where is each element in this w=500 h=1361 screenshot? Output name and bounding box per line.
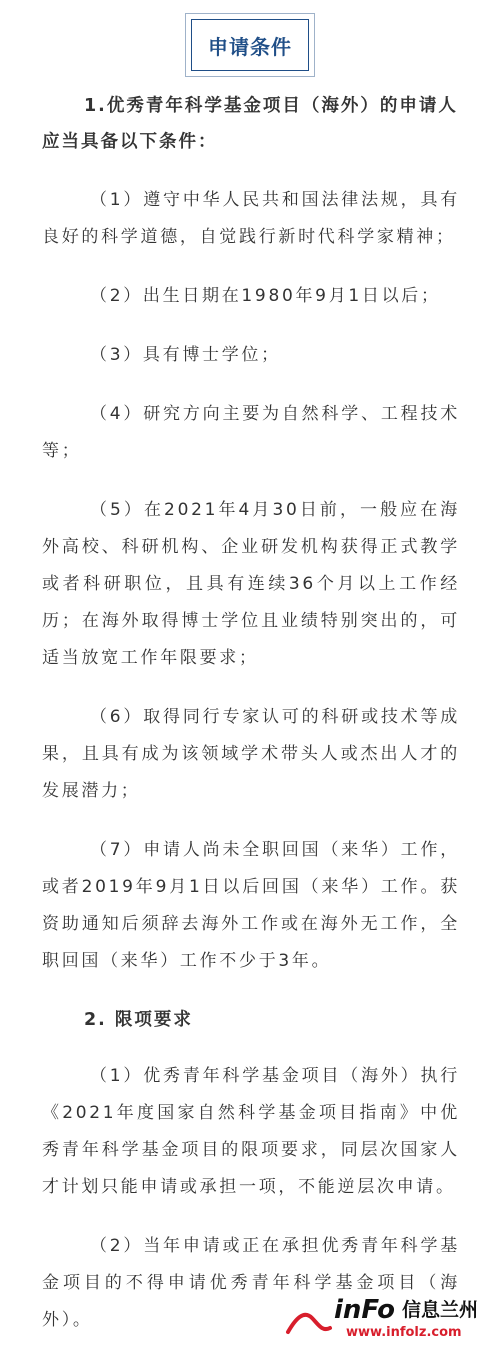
conditions-heading: 1.优秀青年科学基金项目（海外）的申请人应当具备以下条件： <box>42 96 458 152</box>
condition-item: （6）取得同行专家认可的科研或技术等成果，且具有成为该领域学术带头人或杰出人才的发展潜力； <box>42 707 460 801</box>
limit-item: （1）优秀青年科学基金项目（海外）执行《2021年度国家自然科学基金项目指南》中优秀青年科学基金项目的限项要求，同层次国家人才计划只能申请或承担一项，不能逆层次申请。 <box>42 1066 460 1197</box>
article-body <box>42 88 460 1361</box>
condition-item: （4）研究方向主要为自然科学、工程技术等； <box>42 404 460 461</box>
watermark-url: www.infolz.com <box>346 1325 462 1340</box>
limits-heading: 2. 限项要求 <box>84 1010 193 1030</box>
section-title: 申请条件 <box>208 34 292 59</box>
watermark-name: 信息兰州 <box>402 1299 479 1321</box>
section-title-box <box>185 13 315 77</box>
condition-item: （3）具有博士学位； <box>90 345 281 365</box>
limit-item: （2）当年申请或正在承担优秀青年科学基金项目的不得申请优秀青年科学基金项目（海外）。 <box>42 1236 460 1330</box>
condition-item: （2）出生日期在1980年9月1日以后； <box>90 286 441 306</box>
condition-item: （1）遵守中华人民共和国法律法规，具有良好的科学道德，自觉践行新时代科学家精神； <box>42 190 460 247</box>
watermark-brand: inFo <box>334 1295 396 1325</box>
condition-item: （7）申请人尚未全职回国（来华）工作，或者2019年9月1日以后回国（来华）工作。获资助通知后须辞去海外工作或在海外无工作，全职回国（来华）工作不少于3年。 <box>42 840 460 971</box>
section-title-frame <box>191 19 309 71</box>
condition-item: （5）在2021年4月30日前，一般应在海外高校、科研机构、企业研发机构获得正式教学或者科研职位，且具有连续36个月以上工作经历；在海外取得博士学位且业绩特别突出的，可适当放宽工作年限要求； <box>42 500 460 668</box>
